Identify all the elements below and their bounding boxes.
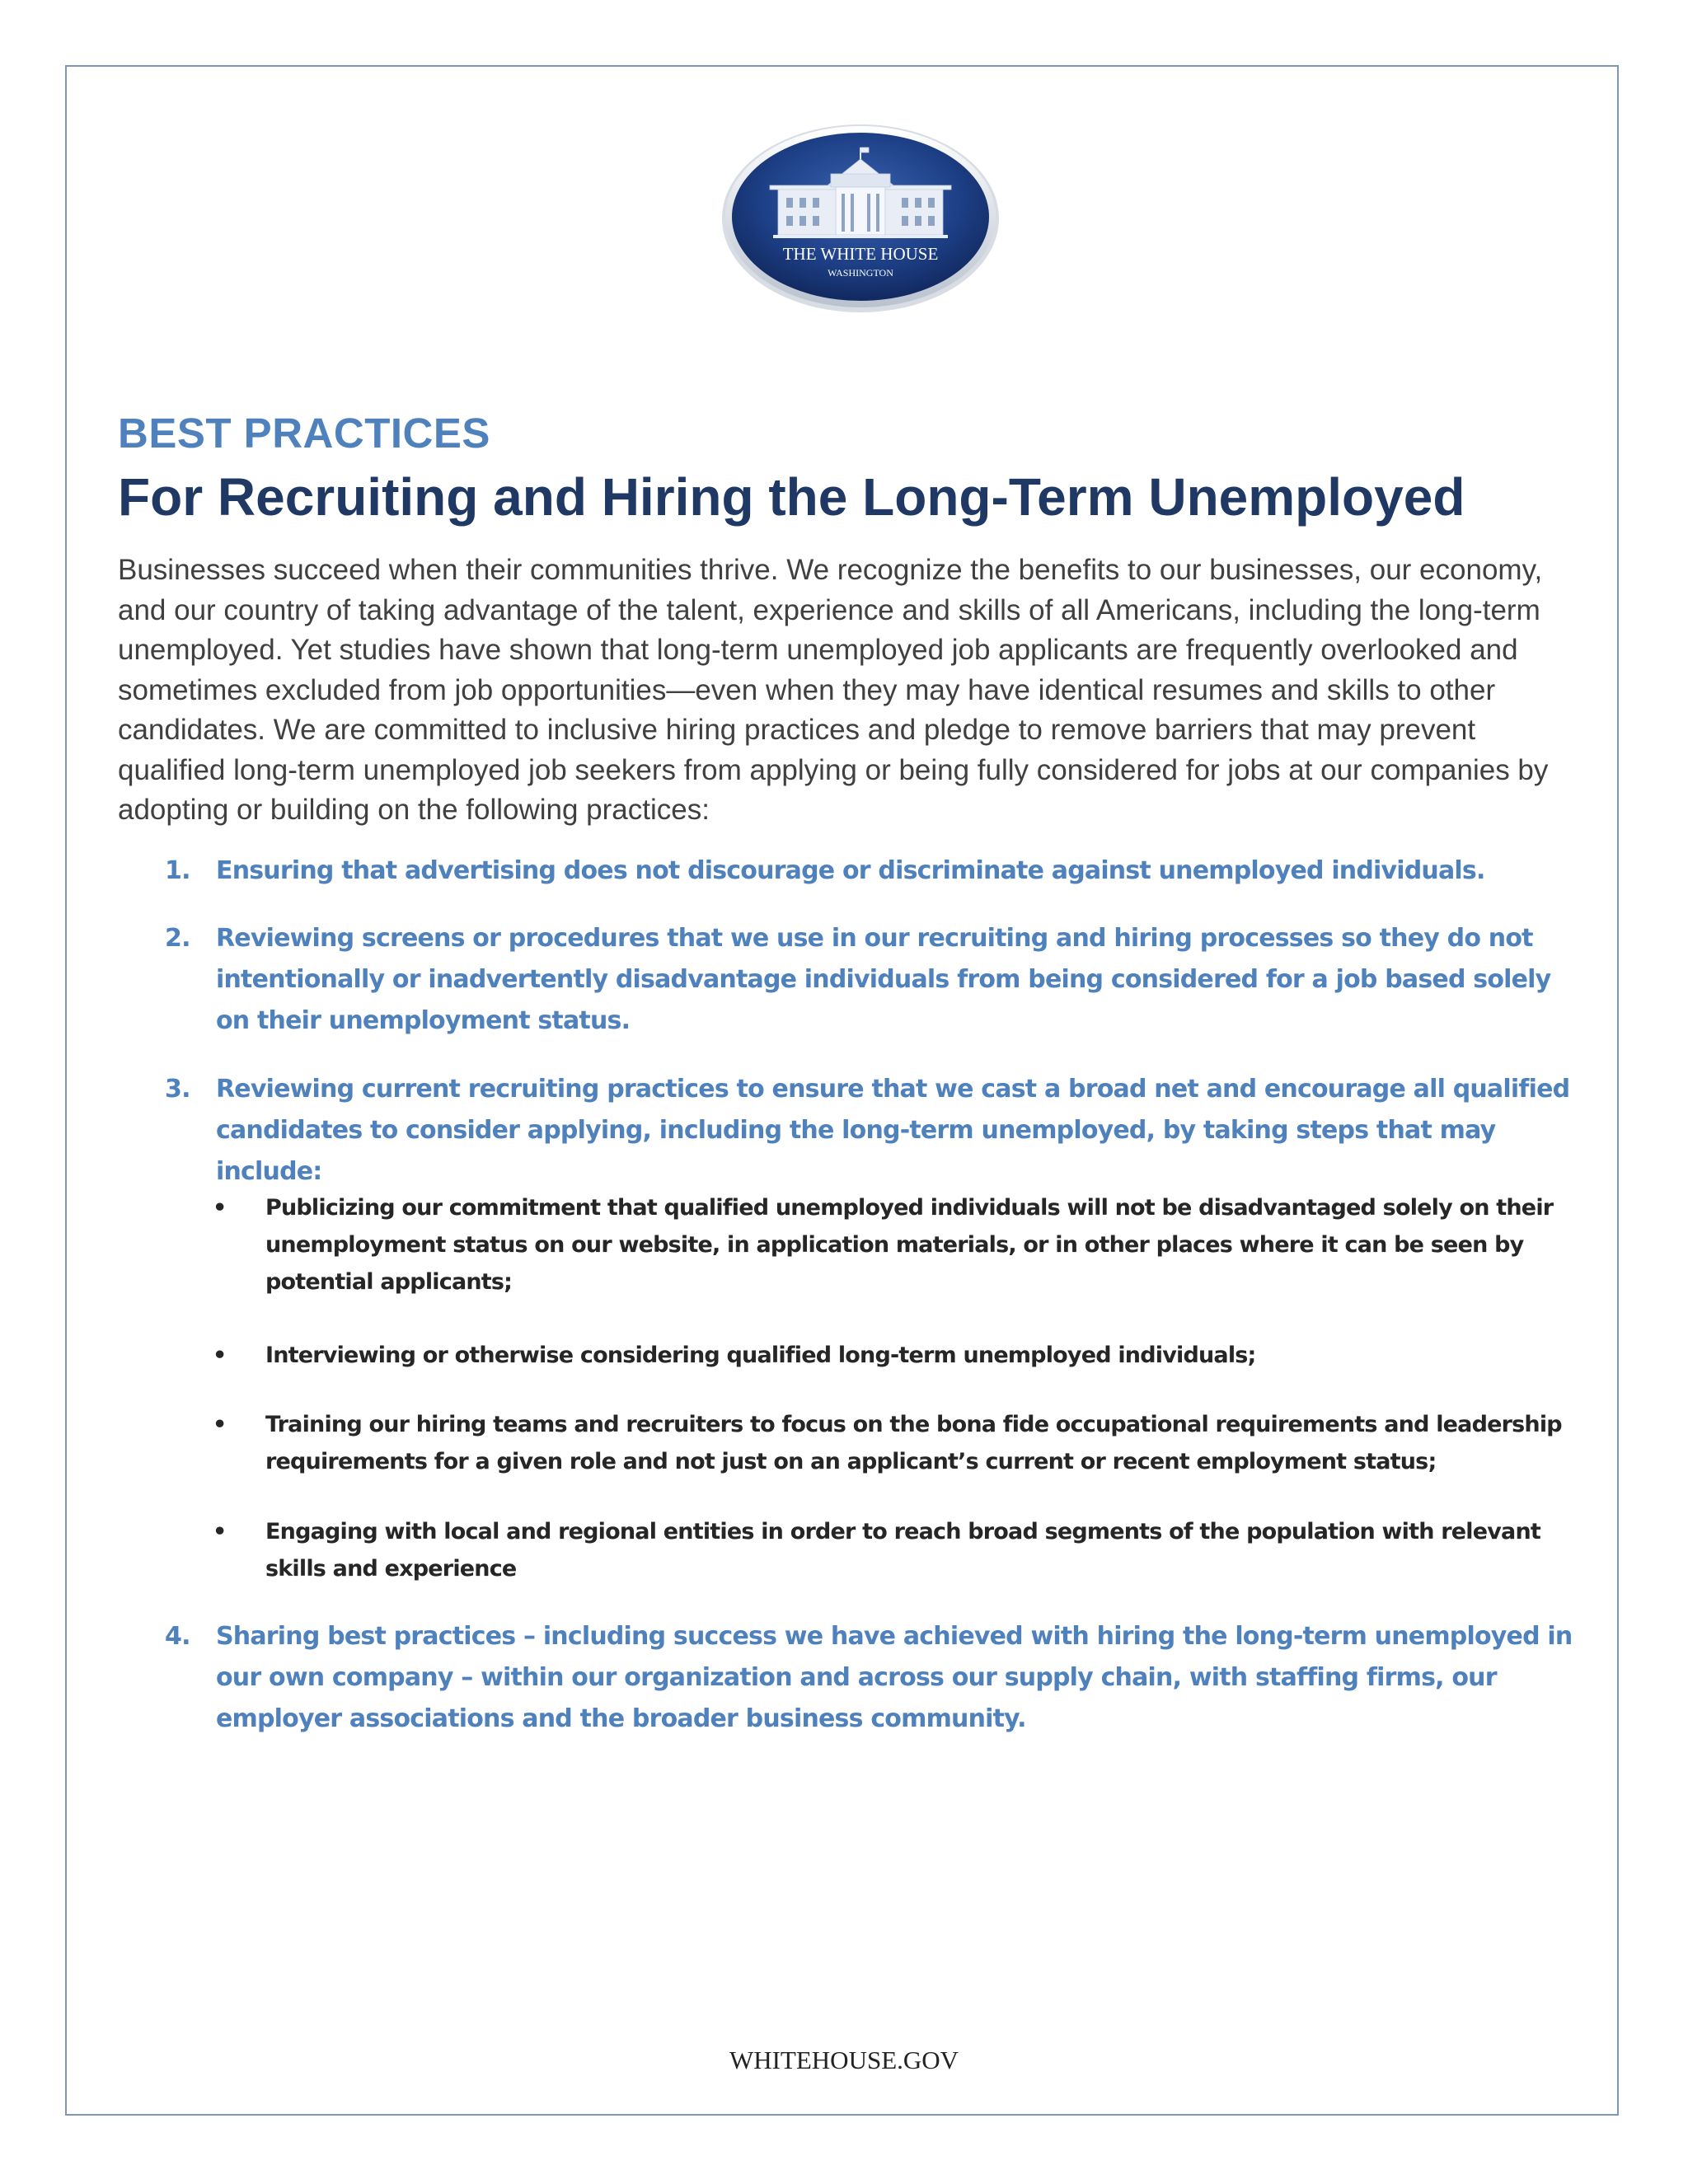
- intro-paragraph: Businesses succeed when their communities thrive. We recognize the benefits to our businesses, our economy, and our country of taking advantage of the talent, experience and skills of all Americans, including the long-term unemployed. Yet studies have shown that long-term unemployed job applicants are frequently overlooked and sometimes excluded from job opportunities—even when they may have identical resumes and skills to other candidates. We are committed to inclusive hiring practices and pledge to remove barriers that may prevent qualified long-term unemployed job seekers from applying or being fully considered for jobs at our companies by adopting or building on the following practices:: [118, 554, 1549, 826]
- seal-line-1: THE WHITE HOUSE: [782, 244, 939, 264]
- white-house-seal: [720, 120, 1001, 314]
- practice-number: 1.: [165, 856, 190, 885]
- practice-text: Reviewing current recruiting practices to ensure that we cast a broad net and encourage all qualified candidates to consider applying, including the long-term unemployed, by taking steps that may include:: [216, 1075, 1570, 1186]
- bullet-marker: •: [213, 1519, 227, 1544]
- kicker-heading: BEST PRACTICES: [118, 410, 490, 457]
- bullet-marker: •: [213, 1412, 227, 1437]
- footer-url: WHITEHOUSE.GOV: [729, 2046, 959, 2074]
- seal-line-2: WASHINGTON: [828, 267, 893, 279]
- list-item: [213, 1337, 1582, 1374]
- page-title: For Recruiting and Hiring the Long-Term Unemployed: [118, 467, 1465, 527]
- practice-number: 2.: [165, 924, 190, 953]
- practice-item: [165, 1069, 1582, 1193]
- practice-text: Reviewing screens or procedures that we use in our recruiting and hiring processes so they do not intentionally or inadvertently disadvantage individuals from being considered for a job based solely on their unemployment status.: [216, 924, 1551, 1035]
- practice-item: [165, 918, 1582, 1042]
- list-item: [213, 1406, 1582, 1480]
- practice-number: 4.: [165, 1622, 190, 1651]
- list-item: [213, 1513, 1582, 1587]
- list-item: [213, 1189, 1582, 1301]
- bullet-text: Training our hiring teams and recruiters to focus on the bona fide occupational requirements and leadership requirements for a given role and not just on an applicant’s current or recent employment status;: [265, 1412, 1562, 1474]
- practice-item: [165, 851, 1582, 892]
- bullet-text: Publicizing our commitment that qualified unemployed individuals will not be disadvantaged solely on their unemployment status on our website, in application materials, or in other places where it can be seen by potential applicants;: [265, 1195, 1554, 1295]
- bullet-text: Engaging with local and regional entities in order to reach broad segments of the population with relevant skills and experience: [265, 1519, 1540, 1582]
- practice-text: Ensuring that advertising does not discourage or discriminate against unemployed individuals.: [216, 856, 1485, 885]
- practice-item: [165, 1616, 1582, 1740]
- bullet-marker: •: [213, 1195, 227, 1221]
- practice-text: Sharing best practices – including success we have achieved with hiring the long-term unemployed in our own company – within our organization and across our supply chain, with staffing firms, our employer associations and the broader business community.: [216, 1622, 1573, 1733]
- bullet-marker: •: [213, 1343, 227, 1368]
- bullet-text: Interviewing or otherwise considering qualified long-term unemployed individuals;: [265, 1343, 1256, 1368]
- practice-number: 3.: [165, 1075, 190, 1104]
